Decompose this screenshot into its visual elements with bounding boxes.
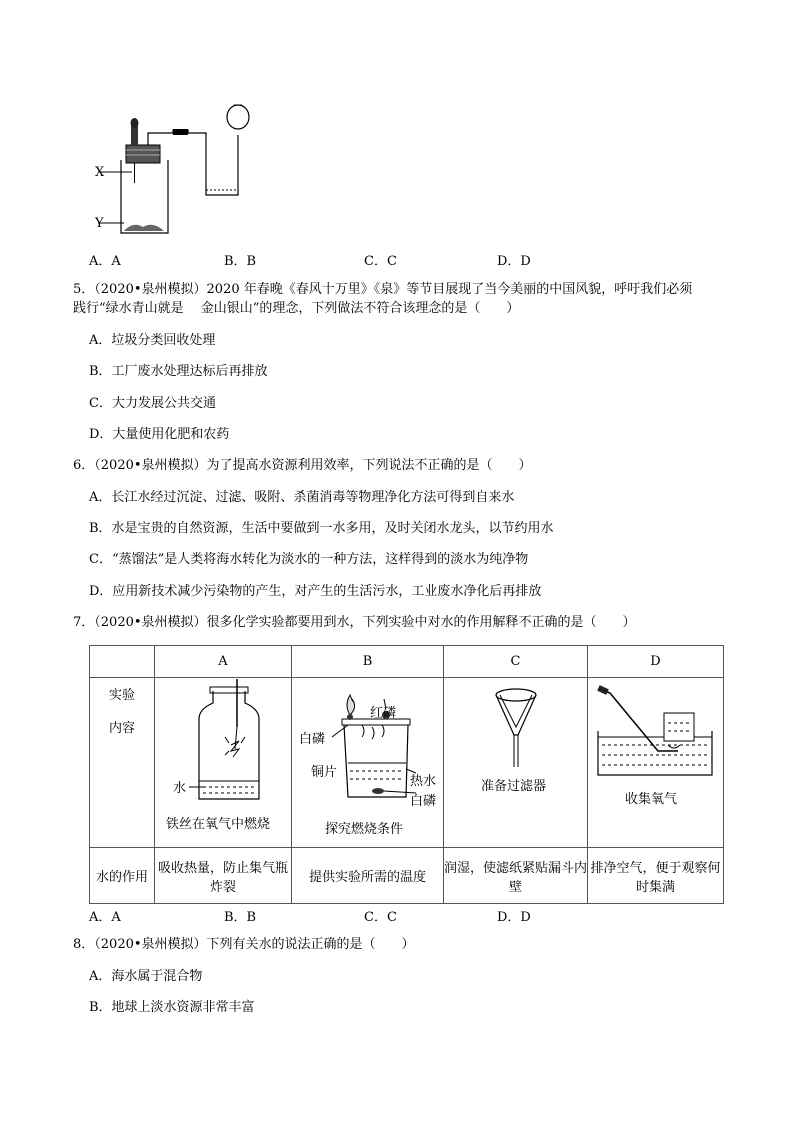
label-copper-sheet: 铜片 <box>311 765 338 780</box>
table-header-empty <box>90 646 155 678</box>
q4-option-b[interactable]: B．B <box>224 254 257 269</box>
q4-label-x: X <box>95 165 105 180</box>
q8-option-a[interactable]: A．海水属于混合物 <box>89 969 203 984</box>
q4-option-a[interactable]: A．A <box>89 254 121 269</box>
q5-option-a[interactable]: A．垃圾分类回收处理 <box>89 333 216 348</box>
row-label-line1: 实验 <box>108 688 135 703</box>
q7-option-c[interactable]: C．C <box>364 910 397 925</box>
q6-option-d[interactable]: D．应用新技术减少污染物的产生，对产生的生活污水，工业废水净化后再排放 <box>89 584 542 599</box>
label-water-a: 水 <box>173 781 187 796</box>
q4-option-d[interactable]: D．D <box>497 254 531 269</box>
q7-experiment-table <box>89 645 724 904</box>
role-c: 润湿，使滤纸紧贴漏斗内壁 <box>444 848 588 904</box>
q7-stem: 7．（2020•泉州模拟）很多化学实验都要用到水，下列实验中对水的作用解释不正确的是（ ） <box>73 615 636 630</box>
q7-option-a[interactable]: A．A <box>89 910 121 925</box>
collect-oxygen-diagram <box>588 679 722 847</box>
q4-option-c[interactable]: C．C <box>364 254 397 269</box>
cell-b-figure <box>292 678 444 848</box>
q5-option-d[interactable]: D．大量使用化肥和农药 <box>89 427 230 442</box>
q7-option-d[interactable]: D．D <box>497 910 531 925</box>
q6-option-b[interactable]: B．水是宝贵的自然资源，生活中要做到一水多用，及时关闭水龙头，以节约用水 <box>89 521 554 536</box>
label-red-phosphorus: 红磷 <box>370 706 397 721</box>
q4-apparatus-figure <box>88 95 258 240</box>
row-label-experiment <box>90 678 155 848</box>
cell-c-figure <box>444 678 588 848</box>
q6-stem: 6．（2020•泉州模拟）为了提高水资源利用效率，下列说法不正确的是（ ） <box>73 458 532 473</box>
q4-label-y: Y <box>95 216 104 231</box>
table-header-b: B <box>292 646 444 678</box>
q5-option-b[interactable]: B．工厂废水处理达标后再排放 <box>89 364 268 379</box>
row-label-line2: 内容 <box>108 721 135 736</box>
q6-option-c[interactable]: C．“蒸馏法”是人类将海水转化为淡水的一种方法，这样得到的淡水为纯净物 <box>89 552 529 567</box>
table-header-d: D <box>588 646 724 678</box>
role-b: 提供实验所需的温度 <box>292 848 444 904</box>
q8-stem: 8．（2020•泉州模拟）下列有关水的说法正确的是（ ） <box>73 937 415 952</box>
label-hot-water: 热水 <box>410 774 437 789</box>
table-header-c: C <box>444 646 588 678</box>
caption-a: 铁丝在氧气中燃烧 <box>166 817 271 832</box>
label-white-phosphorus-top: 白磷 <box>299 732 326 747</box>
label-white-phosphorus-bottom: 白磷 <box>410 794 437 809</box>
row-label-water-role: 水的作用 <box>90 848 155 904</box>
q7-option-b[interactable]: B．B <box>224 910 257 925</box>
q5-option-c[interactable]: C．大力发展公共交通 <box>89 396 216 411</box>
role-a: 吸收热量，防止集气瓶炸裂 <box>155 848 292 904</box>
cell-a-figure <box>155 678 292 848</box>
filter-funnel-diagram <box>444 679 586 847</box>
q5-stem-line1: 5．（2020•泉州模拟）2020 年春晚《春风十万里》《泉》等节目展现了当今美丽的中国风貌，呼吁我们必须 <box>73 282 693 297</box>
caption-d: 收集氧气 <box>625 792 678 807</box>
q5-stem-line2: 践行“绿水青山就是 金山银山”的理念，下列做法不符合该理念的是（ ） <box>73 301 520 316</box>
caption-c: 准备过滤器 <box>481 779 547 794</box>
caption-b: 探究燃烧条件 <box>325 822 404 837</box>
q6-option-a[interactable]: A．长江水经过沉淀、过滤、吸附、杀菌消毒等物理净化方法可得到自来水 <box>89 490 515 505</box>
cell-d-figure <box>588 678 724 848</box>
role-d: 排净空气，便于观察何时集满 <box>588 848 724 904</box>
q8-option-b[interactable]: B．地球上淡水资源非常丰富 <box>89 1000 255 1015</box>
table-header-a: A <box>155 646 292 678</box>
